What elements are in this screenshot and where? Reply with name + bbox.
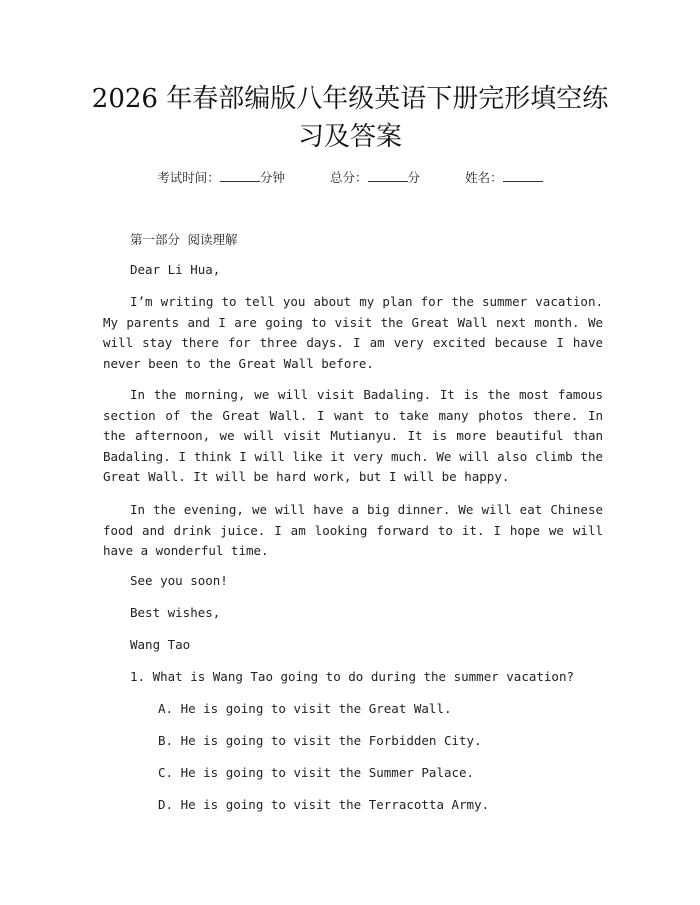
name-blank (503, 169, 543, 182)
option-a: A. He is going to visit the Great Wall. (158, 701, 452, 716)
document-title-line-2: 习及答案 (297, 122, 402, 152)
option-d: D. He is going to visit the Terracotta Army. (158, 797, 490, 812)
letter-paragraph-3: In the evening, we will have a big dinner. We will eat Chinese food and drink juice. I am looking forward to it. I hope we will have a wonderful time. (103, 502, 603, 558)
name-label: 姓名： (465, 170, 503, 185)
letter-greeting: Dear Li Hua, (130, 262, 221, 277)
section-heading: 第一部分 阅读理解 (130, 232, 238, 247)
letter-closing-2: Best wishes, (130, 605, 221, 620)
option-c: C. He is going to visit the Summer Palace. (158, 765, 475, 780)
time-label: 考试时间： (157, 170, 220, 185)
letter-signature: Wang Tao (130, 637, 191, 652)
letter-closing-1: See you soon! (130, 573, 228, 588)
document-title-line-1: 2026 年春部编版八年级英语下册完形填空练 (91, 84, 609, 114)
option-b: B. He is going to visit the Forbidden City. (158, 733, 482, 748)
letter-paragraph-2: In the morning, we will visit Badaling. It is the most famous section of the Great Wall. I want to take many photos there. In the afternoon, we will visit Mutianyu. It is more beautiful than Badaling. I think I will like it very much. We will also climb the Great Wall. It will be hard work, but I will be happy. (103, 387, 603, 484)
score-label: 总分： (329, 170, 368, 185)
score-unit: 分 (407, 170, 421, 185)
time-unit: 分钟 (259, 170, 285, 185)
exam-info-line (0, 168, 700, 186)
time-blank (220, 169, 260, 182)
score-blank (368, 169, 408, 182)
question-stem: 1. What is Wang Tao going to do during the summer vacation? (130, 669, 575, 684)
letter-paragraph-1: I’m writing to tell you about my plan for the summer vacation. My parents and I are going to visit the Great Wall next month. We will stay there for three days. I am very excited because I have never been to the Great Wall before. (103, 294, 603, 371)
